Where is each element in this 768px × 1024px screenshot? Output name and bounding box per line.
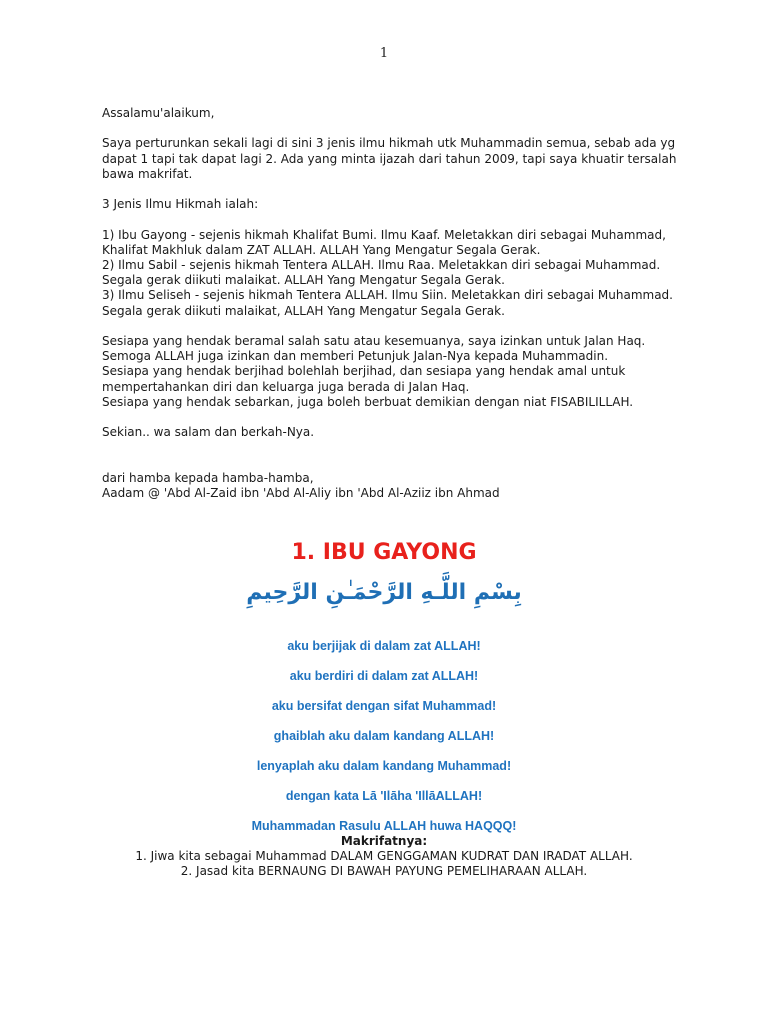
letter-body <box>102 106 682 501</box>
makrifat-section <box>0 834 768 879</box>
verse-line: Muhammadan Rasulu ALLAH huwa HAQQQ! <box>251 819 517 833</box>
verse-line: lenyaplah aku dalam kandang Muhammad! <box>256 759 512 773</box>
permission-line: Sesiapa yang hendak berjihad bolehlah berjihad, dan sesiapa yang hendak amal untuk mempertahankan diri dan keluarga juga berada di Jalan Haq. <box>102 364 626 394</box>
makrifat-title: Makrifatnya: <box>340 834 428 848</box>
list-item: 3) Ilmu Seliseh - sejenis hikmah Tentera ALLAH. Ilmu Siin. Meletakkan diri sebagai Muhammad. Segala gerak diikuti malaikat, ALLAH Yang Mengatur Segala Gerak. <box>102 288 673 318</box>
section-title: 1. IBU GAYONG <box>291 540 477 565</box>
permission-line: Sesiapa yang hendak beramal salah satu atau kesemuanya, saya izinkan untuk Jalan Haq. Semoga ALLAH juga izinkan dan memberi Petunjuk Jalan-Nya kepada Muhammadin. <box>102 333 646 364</box>
signature-line: dari hamba kepada hamba-hamba, <box>102 470 314 485</box>
verse-line: aku berjijak di dalam zat ALLAH! <box>287 639 481 653</box>
closing: Sekian.. wa salam dan berkah-Nya. <box>102 425 315 440</box>
list-heading: 3 Jenis Ilmu Hikmah ialah: <box>102 197 259 212</box>
permission-paragraph <box>102 334 682 410</box>
makrifat-item: 2. Jasad kita BERNAUNG DI BAWAH PAYUNG PEMELIHARAAN ALLAH. <box>180 864 588 878</box>
page-number: 1 <box>379 46 389 61</box>
list-item: 1) Ibu Gayong - sejenis hikmah Khalifat Bumi. Ilmu Kaaf. Meletakkan diri sebagai Muhammad, Khalifat Makhluk dalam ZAT ALLAH. ALLAH Yang Mengatur Segala Gerak. <box>102 227 666 257</box>
verse-line: ghaiblah aku dalam kandang ALLAH! <box>273 729 495 743</box>
basmala-arabic: بِسْمِ اللَّـهِ الرَّحْمَـٰنِ الرَّحِيمِ <box>246 580 522 605</box>
permission-line: Sesiapa yang hendak sebarkan, juga boleh berbuat demikian dengan niat FISABILILLAH. <box>102 394 634 409</box>
intro-paragraph: Saya perturunkan sekali lagi di sini 3 jenis ilmu hikmah utk Muhammadin semua, sebab ada yg dapat 1 tapi tak dapat lagi 2. Ada yang minta ijazah dari tahun 2009, tapi saya khuatir tersalah bawa makrifat. <box>102 136 677 181</box>
makrifat-item: 1. Jiwa kita sebagai Muhammad DALAM GENGGAMAN KUDRAT DAN IRADAT ALLAH. <box>135 849 633 863</box>
verse-line: aku bersifat dengan sifat Muhammad! <box>271 699 497 713</box>
hikmah-list <box>102 228 682 319</box>
verse-list <box>0 638 768 848</box>
list-item: 2) Ilmu Sabil - sejenis hikmah Tentera ALLAH. Ilmu Raa. Meletakkan diri sebagai Muhammad. Segala gerak diikuti malaikat. ALLAH Yang Mengatur Segala Gerak. <box>102 257 661 288</box>
verse-line: dengan kata Lā 'Ilāha 'IllāALLAH! <box>285 789 483 803</box>
signature-name: Aadam @ 'Abd Al-Zaid ibn 'Abd Al-Aliy ibn 'Abd Al-Aziiz ibn Ahmad <box>102 485 500 500</box>
verse-line: aku berdiri di dalam zat ALLAH! <box>289 669 479 683</box>
greeting: Assalamu'alaikum, <box>102 106 215 120</box>
